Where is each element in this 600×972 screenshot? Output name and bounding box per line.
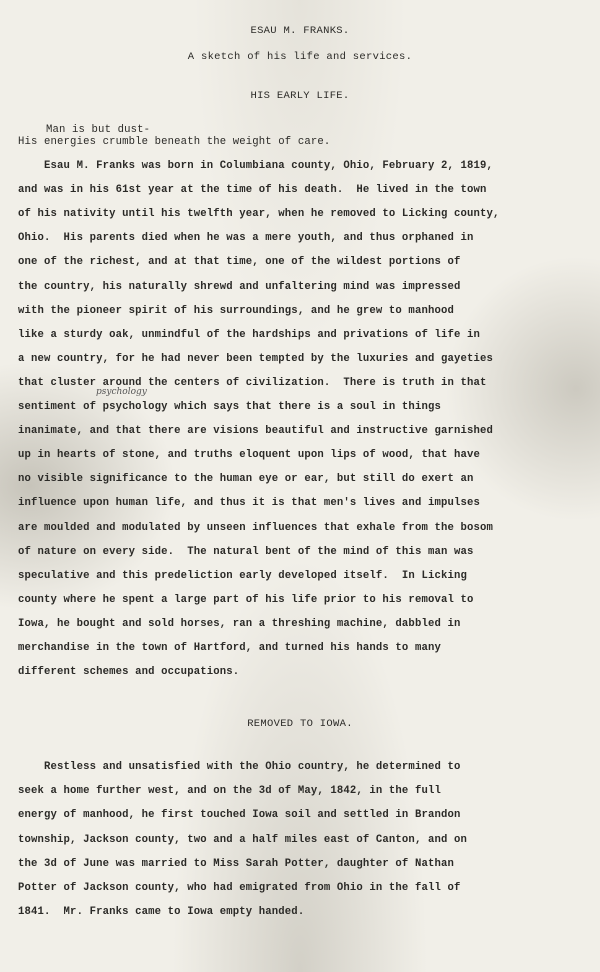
text-line: merchandise in the town of Hartford, and turned his hands to many	[18, 642, 441, 654]
text-line: with the pioneer spirit of his surroundings, and he grew to manhood	[18, 304, 454, 317]
text-line: sentiment of psychology which says that there is a soul in things	[18, 401, 441, 413]
text-line: the 3d of June was married to Miss Sarah Potter, daughter of Nathan	[18, 857, 454, 870]
text-line: and was in his 61st year at the time of his death. He lived in the town	[18, 184, 487, 197]
document-subtitle: A sketch of his life and services.	[187, 51, 413, 63]
text-line: energy of manhood, he first touched Iowa soil and settled in Brandon	[18, 809, 461, 822]
text-line: a new country, for he had never been tempted by the luxuries and gayeties	[18, 352, 494, 365]
text-line: influence upon human life, and thus it is that men's lives and impulses	[18, 497, 481, 510]
text-line: the country, his naturally shrewd and unfaltering mind was impressed	[18, 280, 461, 293]
text-line: Iowa, he bought and sold horses, ran a threshing machine, dabbled in	[18, 617, 461, 630]
section-heading-removed-to-iowa: REMOVED TO IOWA.	[247, 718, 353, 730]
text-line: of his nativity until his twelfth year, when he removed to Licking county,	[18, 208, 500, 221]
text-line: no visible significance to the human eye or ear, but still do exert an	[18, 473, 474, 486]
text-line: one of the richest, and at that time, one of the wildest portions of	[18, 256, 461, 269]
epigraph-line: His energies crumble beneath the weight of care.	[18, 136, 331, 148]
document-title: ESAU M. FRANKS.	[250, 25, 350, 37]
epigraph-line: Man is but dust-	[46, 124, 151, 136]
text-line: seek a home further west, and on the 3d of May, 1842, in the full	[18, 785, 441, 798]
section-heading-early-life: HIS EARLY LIFE.	[250, 90, 350, 102]
text-line: of nature on every side. The natural bent of the mind of this man was	[18, 545, 474, 558]
text-line: Ohio. His parents died when he was a mere youth, and thus orphaned in	[18, 232, 474, 245]
text-line: that cluster around the centers of civilization. There is truth in that	[18, 376, 487, 389]
text-line: like a sturdy oak, unmindful of the hardships and privations of life in	[18, 328, 481, 341]
text-line: inanimate, and that there are visions beautiful and instructive garnished	[18, 425, 494, 438]
text-line: Esau M. Franks was born in Columbiana county, Ohio, February 2, 1819,	[18, 160, 494, 172]
text-line: up in hearts of stone, and truths eloquent upon lips of wood, that have	[18, 449, 481, 462]
text-line: Potter of Jackson county, who had emigrated from Ohio in the fall of	[18, 882, 461, 894]
text-line: township, Jackson county, two and a half miles east of Canton, and on	[18, 833, 468, 846]
handwritten-annotation: psychology	[96, 387, 147, 397]
text-line: are moulded and modulated by unseen influences that exhale from the bosom	[18, 521, 494, 534]
text-line: county where he spent a large part of his life prior to his removal to	[18, 593, 474, 606]
text-line: 1841. Mr. Franks came to Iowa empty handed.	[18, 906, 305, 919]
text-line: different schemes and occupations.	[18, 666, 240, 679]
text-line: speculative and this predeliction early developed itself. In Licking	[18, 569, 468, 582]
text-line: Restless and unsatisfied with the Ohio country, he determined to	[18, 761, 461, 773]
